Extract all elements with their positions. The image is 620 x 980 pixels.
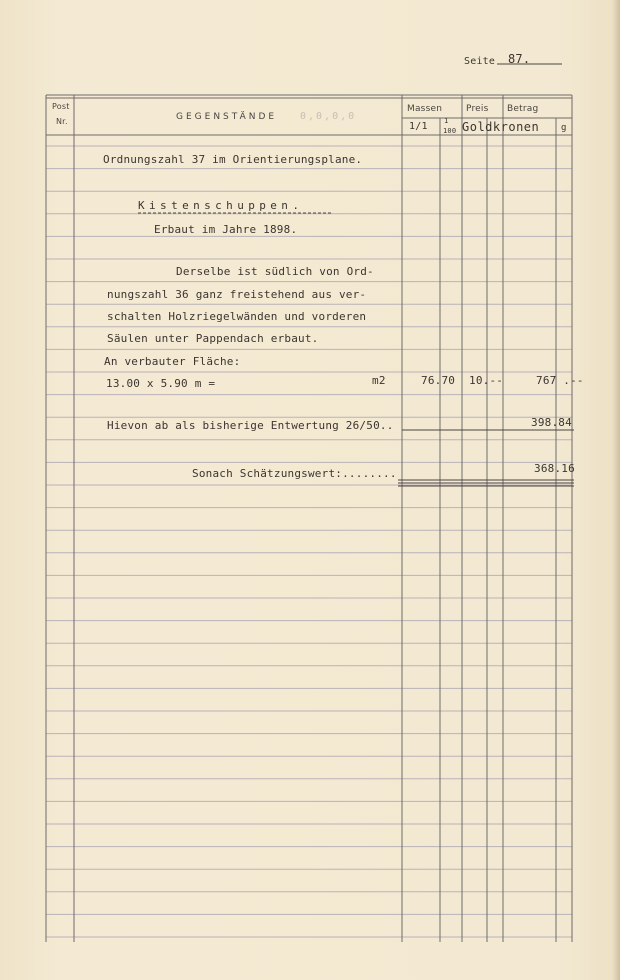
col-subject-label: GEGENSTÄNDE xyxy=(176,112,278,122)
estimate-label: Sonach Schätzungswert:........ xyxy=(192,467,397,480)
sub-fraction-denominator: 100 xyxy=(443,127,457,135)
description-line-3: schalten Holzriegelwänden und vorderen xyxy=(107,310,367,323)
deduction-label: Hievon ab als bisherige Entwertung 26/50.. xyxy=(107,419,394,432)
sub-1-1-label: 1/1 xyxy=(409,121,428,132)
area-calculation: 13.00 x 5.90 m = xyxy=(106,377,216,390)
col-price-label: Preis xyxy=(466,104,489,114)
table-frame xyxy=(46,95,572,942)
page-number: 87. xyxy=(508,52,531,66)
ordnungszahl-line: Ordnungszahl 37 im Orientierungsplane. xyxy=(103,153,363,166)
area-price: 10.-- xyxy=(469,374,504,387)
area-label: An verbauter Fläche: xyxy=(104,355,241,368)
area-amount: 767 .-- xyxy=(536,374,584,387)
sum-lines xyxy=(398,430,574,486)
page-label: Seite xyxy=(464,56,496,67)
area-unit: m2 xyxy=(372,374,386,387)
col-nr-label: Nr. xyxy=(56,117,68,126)
area-mass: 76.70 xyxy=(421,374,456,387)
building-title: Kistenschuppen. xyxy=(138,199,304,212)
col-post-label: Post xyxy=(52,102,70,111)
description-line-2: nungszahl 36 ganz freistehend aus ver- xyxy=(107,288,367,301)
built-year: Erbaut im Jahre 1898. xyxy=(154,223,298,236)
faint-bleed-through: 0,0,0,0 xyxy=(300,111,357,122)
estimate-amount: 368.16 xyxy=(534,462,575,475)
sub-g-label: g xyxy=(561,123,567,133)
deduction-amount: 398.84 xyxy=(531,416,572,429)
description-line-4: Säulen unter Pappendach erbaut. xyxy=(107,332,319,345)
description-line-1: Derselbe ist südlich von Ord- xyxy=(176,265,374,278)
col-masses-label: Massen xyxy=(407,104,443,114)
sub-fraction-numerator: 1 xyxy=(444,117,449,125)
col-amount-label: Betrag xyxy=(507,104,539,114)
currency-label: Goldkronen xyxy=(462,120,540,134)
